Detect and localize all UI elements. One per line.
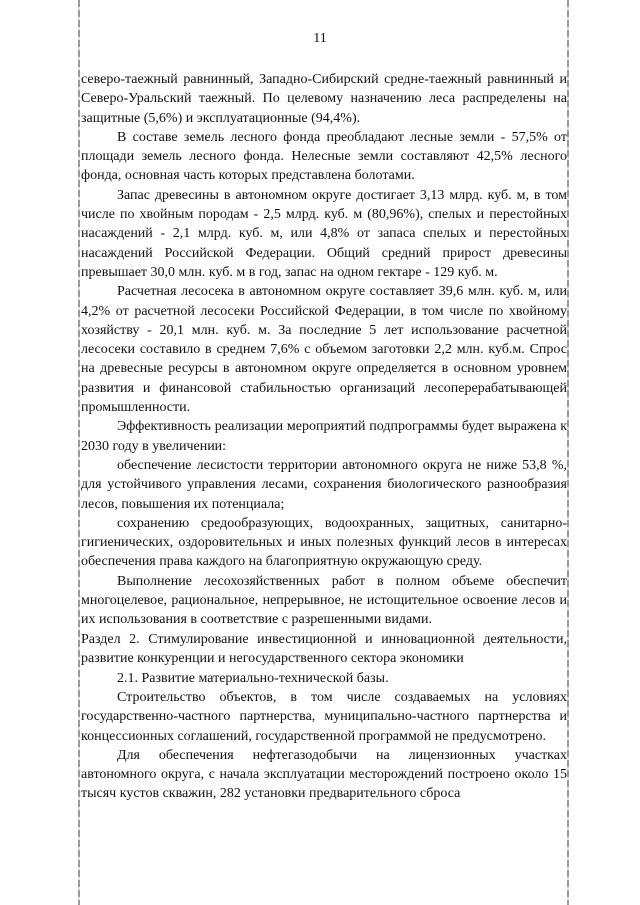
section-2-1-subheading: 2.1. Развитие материально-технической базы. bbox=[117, 670, 389, 686]
paragraph-allowable-cut: Расчетная лесосека в автономном округе составляет 39,6 млн. куб. м, или 4,2% от расчетной лесосеки Российской Федерации, в том числе по хвойному хозяйству - 20,1 млн. куб. м. За последние 5 лет использование расчетной лесосеки составило в среднем 7,6% с объемом заготовки 2,2 млн. куб.м. Спрос на древесные ресурсы в автономном округе определяется в основном уровнем развития и финансовой стабильностью организаций лесоперерабатывающей промышленности. bbox=[81, 284, 567, 416]
scan-edge-right bbox=[567, 0, 569, 905]
section-2-heading: Раздел 2. Стимулирование инвестиционной и инновационной деятельности, развитие конкуренции и негосударственного сектора экономики bbox=[81, 631, 567, 667]
paragraph-preservation: сохранению средообразующих, водоохранных, защитных, санитарно-гигиенических, оздоровительных и иных полезных функций лесов в интересах обеспечения права каждого на благоприятную окружающую среду. bbox=[81, 515, 567, 570]
page-number: 11 bbox=[313, 31, 327, 46]
paragraph-timber-stock: Запас древесины в автономном округе достигает 3,13 млрд. куб. м, в том числе по хвойным породам - 2,5 млрд. куб. м (80,96%), спелых и перестойных насаждений - 2,1 млрд. куб. м, или 4,8% от запаса спелых и перестойных насаждений Российской Федерации. Общий средний прирост древесины превышает 30,0 млн. куб. м в год, запас на одном гектаре - 129 куб. м. bbox=[81, 187, 567, 280]
paragraph-forest-cover: обеспечение лесистости территории автономного округа не ниже 53,8 %, для устойчивого управления лесами, сохранения биологического разнообразия лесов, повышения их потенциала; bbox=[81, 457, 567, 512]
paragraph-construction: Строительство объектов, в том числе создаваемых на условиях государственно-частного партнерства, муниципально-частного партнерства и концессионных соглашений, государственной программой не предусмотрено. bbox=[81, 689, 567, 744]
paragraph-forest-lands: В составе земель лесного фонда преобладают лесные земли - 57,5% от площади земель лесного фонда. Нелесные земли составляют 42,5% лесного фонда, основная часть которых представлена болотами. bbox=[81, 129, 567, 184]
paragraph-oil-gas: Для обеспечения нефтегазодобычи на лицензионных участках автономного округа, с начала эксплуатации месторождений построено около 15 тысяч кустов скважин, 282 установки предварительного сброса bbox=[81, 747, 567, 802]
document-body bbox=[81, 70, 567, 804]
paragraph-efficiency: Эффективность реализации мероприятий подпрограммы будет выражена к 2030 году в увеличении: bbox=[81, 419, 567, 454]
scan-edge-left bbox=[78, 0, 80, 905]
paragraph-forest-zones: северо-таежный равнинный, Западно-Сибирский средне-таежный равнинный и Северо-Уральский таежный. По целевому назначению леса распределены на защитные (5,6%) и эксплуатационные (94,4%). bbox=[81, 72, 567, 126]
paragraph-forestry-works: Выполнение лесохозяйственных работ в полном объеме обеспечит многоцелевое, рациональное, непрерывное, не истощительное освоение лесов и их использования в соответствие с разрешенными видами. bbox=[81, 573, 567, 628]
